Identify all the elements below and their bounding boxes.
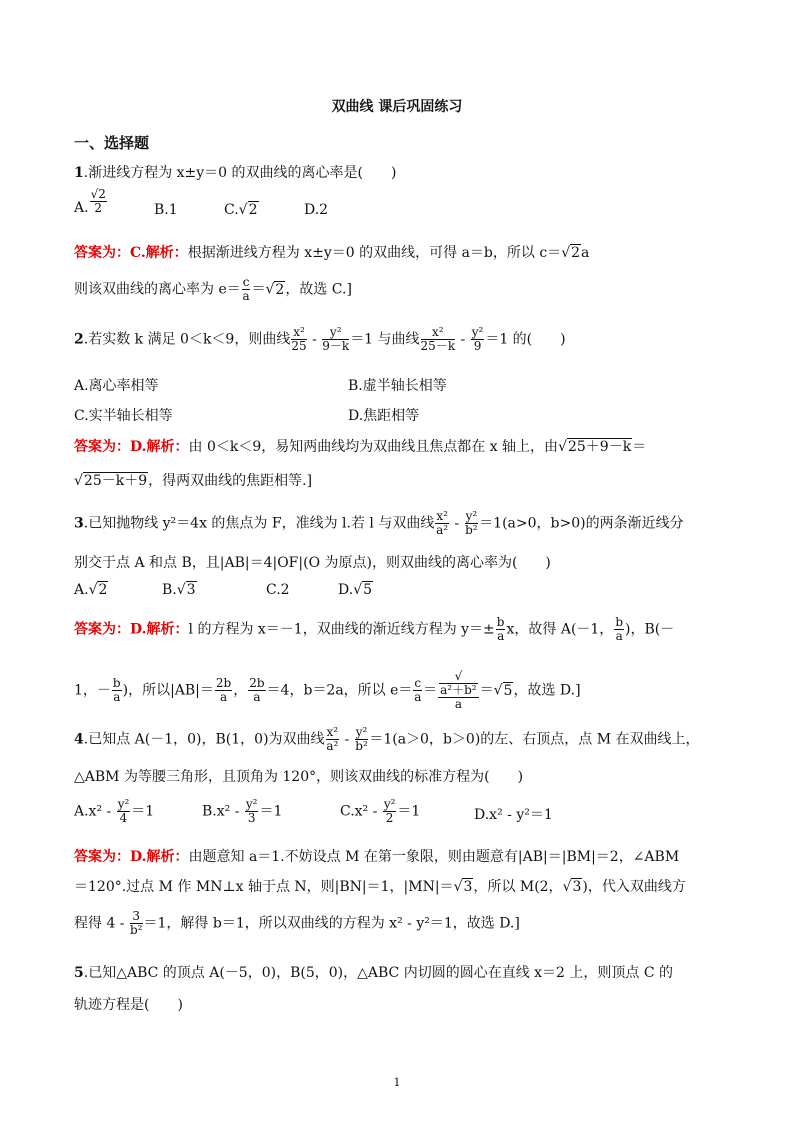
q1-answer-line2: 则该双曲线的离心率为 e＝ $\frac{c}{a}$ ＝√2，故选 C.] <box>74 275 352 303</box>
q4-stem-line2: △ABM 为等腰三角形，且顶角为 120°，则该双曲线的标准方程为( ) <box>74 769 524 785</box>
q3-option-c: C.2 <box>266 582 290 598</box>
q4-answer-line2: ＝120°.过点 M 作 MN⊥x 轴于点 N，则|BN|＝1，|MN|＝√3，所以 M(2，√3)，代入双曲线方 <box>74 879 686 895</box>
q3-stem-line1: 3.已知抛物线 y²＝4x 的焦点为 F，准线为 l.若 l 与双曲线 $\frac{\text{x²}}{\text{a²}}$ - $\frac{\text{y²}}{\text{b²}}$ ＝1(a>0，b>0)的两条渐近线分 <box>74 509 684 537</box>
q4-stem-line1: 4.已知点 A(－1，0)，B(1，0)为双曲线 $\frac{\text{x²}}{\text{a²}}$ - $\frac{\text{y²}}{\text{b²}}$ ＝1(a＞0，b＞0)的左、右顶点，点 M 在双曲线上， <box>74 725 700 753</box>
q5-stem-line1: 5.已知△ABC 的顶点 A(－5，0)，B(5，0)，△ABC 内切圆的圆心在直线 x＝2 上，则顶点 C 的 <box>74 965 674 981</box>
q3-option-b: B.√3 <box>162 582 196 598</box>
q3-options <box>74 582 734 604</box>
q5-stem-line2: 轨迹方程是( ) <box>74 997 183 1013</box>
q2-option-d: D.焦距相等 <box>348 408 420 424</box>
q2-stem: 2.若实数 k 满足 0＜k＜9，则曲线 $\frac{\text{x²}}{25}$ - $\frac{\text{y²}}{9-k}$ ＝1 与曲线 $\frac{\text{x²}}{25-k}$ - $\frac{\text{y²}}{9}$ ＝1 的( ) <box>74 325 566 353</box>
q1-option-d: D.2 <box>304 202 329 218</box>
q1-options <box>74 186 734 228</box>
q3-option-a: A.√2 <box>74 582 108 598</box>
q1-option-a: A. $\frac{√2}{2}$ <box>74 186 106 216</box>
q1-option-b: B.1 <box>154 202 178 218</box>
q3-answer-line2: 1，－ $\frac{b}{a}$ )，所以|AB|＝ $\frac{2b}{a}$ ， $\frac{2b}{a}$ ＝4，b＝2a，所以 e＝ $\frac{c}{a}$ ＝ √ a²＋b² a ＝√5，故选 D.] <box>74 669 581 711</box>
page-title: 双曲线 课后巩固练习 <box>331 99 463 115</box>
q2-answer-line1: 答案为：D.解析：由 0＜k＜9，易知两曲线均为双曲线且焦点都在 x 轴上，由√25＋9－k＝ <box>74 439 647 455</box>
q4-answer-line1: 答案为：D.解析：由题意知 a＝1.不妨设点 M 在第一象限，则由题意有|AB|＝|BM|＝2，∠ABM <box>74 849 680 865</box>
q4-option-a: A.x² - $\frac{\text{y²}}{4}$ ＝1 <box>74 797 155 825</box>
q2-option-b: B.虚半轴长相等 <box>348 378 447 394</box>
page-number: 1 <box>393 1076 401 1089</box>
section-heading: 一、选择题 <box>74 134 150 152</box>
q4-option-b: B.x² - $\frac{\text{y²}}{3}$ ＝1 <box>202 797 283 825</box>
q4-answer-line3: 程得 4 - $\frac{3}{\text{b²}}$ ＝1，解得 b＝1，所以双曲线的方程为 x² - y²＝1，故选 D.] <box>74 909 520 937</box>
q2-option-c: C.实半轴长相等 <box>74 408 173 424</box>
q2-option-a: A.离心率相等 <box>74 378 159 394</box>
q2-answer-line2: √25－k＋9，得两双曲线的焦距相等.] <box>74 473 313 489</box>
q1-stem: 1.渐进线方程为 x±y＝0 的双曲线的离心率是( ) <box>74 165 397 181</box>
q4-options <box>74 798 734 832</box>
q3-option-d: D.√5 <box>338 582 373 598</box>
q3-answer-line1: 答案为：D.解析：l 的方程为 x＝－1，双曲线的渐近线方程为 y＝± $\frac{b}{a}$ x，故得 A(－1， $\frac{b}{a}$ )，B(－ <box>74 615 675 643</box>
q4-option-d: D.x² - y²＝1 <box>474 807 553 823</box>
q3-stem-line2: 别交于点 A 和点 B，且|AB|＝4|OF|(O 为原点)，则双曲线的离心率为( ) <box>74 555 551 571</box>
q4-option-c: C.x² - $\frac{\text{y²}}{2}$ ＝1 <box>340 797 421 825</box>
q1-answer-line1: 答案为：C.解析：根据渐进线方程为 x±y＝0 的双曲线，可得 a＝b，所以 c＝√2a <box>74 245 590 261</box>
q1-option-c: C.√2 <box>224 202 258 218</box>
